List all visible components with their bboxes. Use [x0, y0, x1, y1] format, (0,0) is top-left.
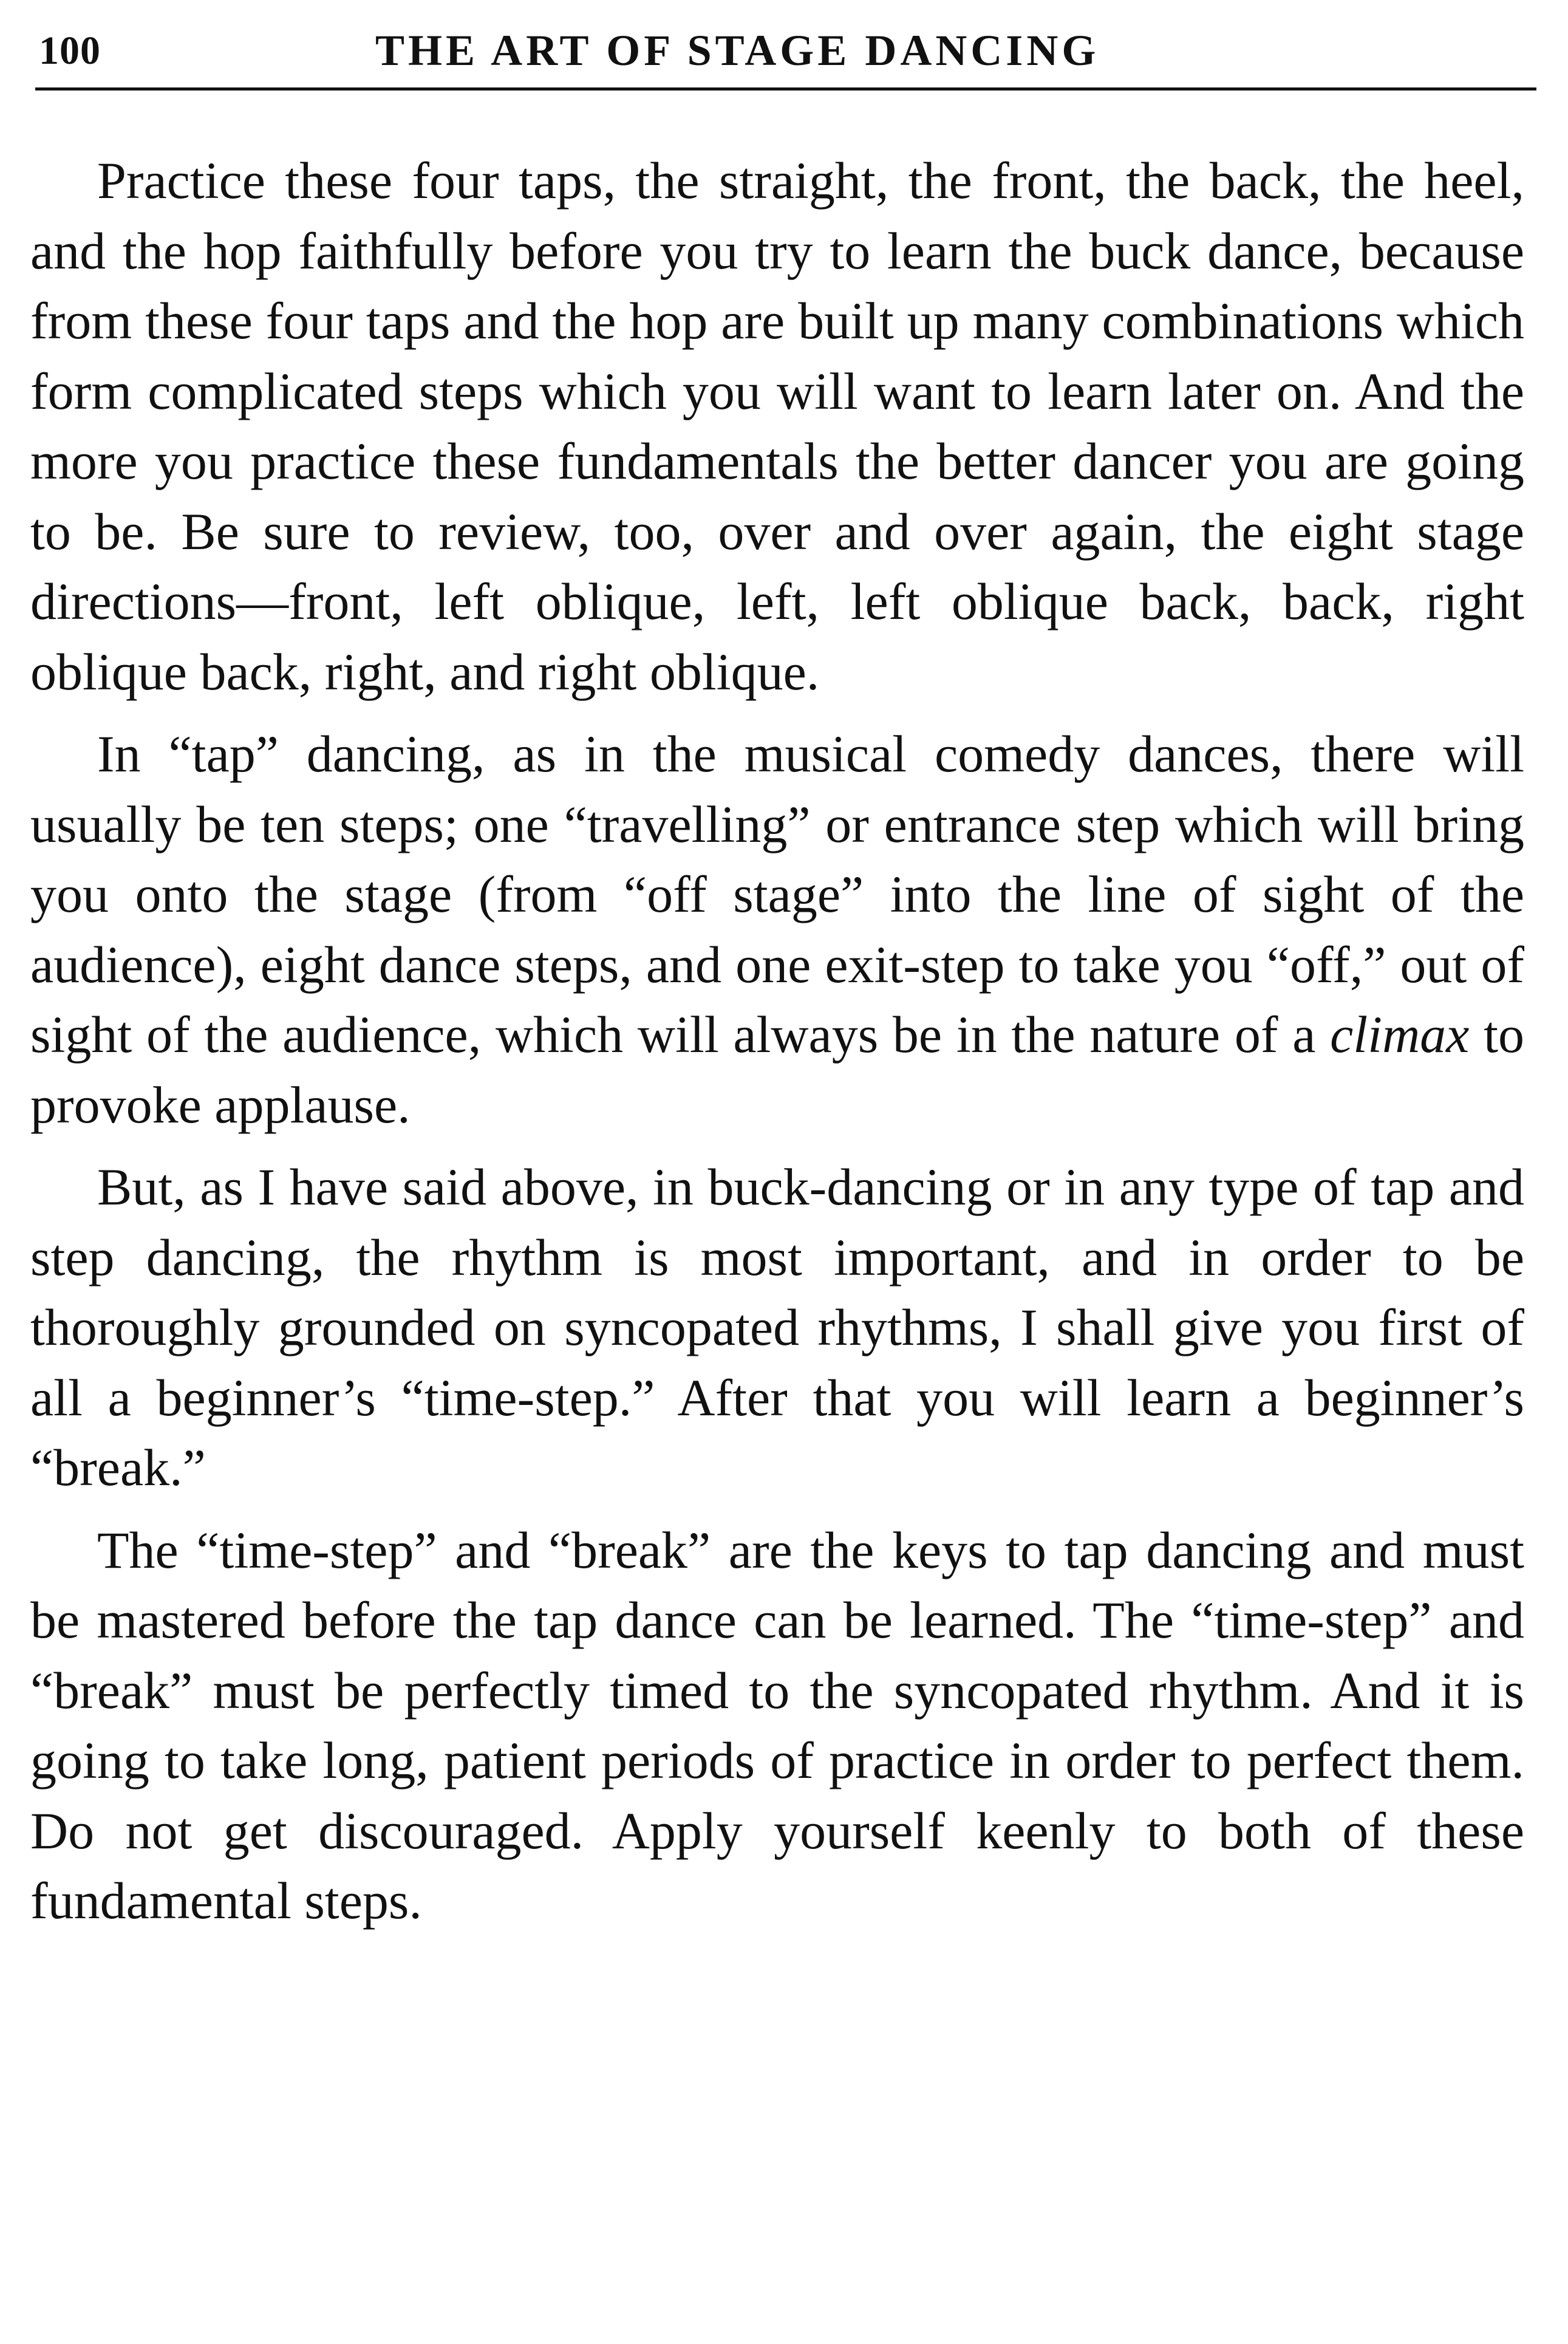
emphasized-word: climax	[1330, 1005, 1470, 1064]
paragraph-time-step-break: The “time-step” and “break” are the keys to tap dancing and must be mastered before the tap dance can be learned. The “time-step” and “break” must be perfectly timed to the syncopated rhythm. And it is going to take long, patient periods of practice in order to perfect them. Do not get discouraged. Apply yourself keenly to both of these fundamental steps.	[30, 1520, 1524, 1930]
paragraph-text: In “tap” dancing, as in the musical comedy dances, there will usually be ten steps; one “travelling” or entrance step which will bring you onto the stage (from “off stage” into the line of sight of the audience), eight dance steps, and one exit-step to take you “off,” out of sight of the audience, which will always be in the nature of a	[30, 725, 1524, 1064]
paragraph-taps-practice: Practice these four taps, the straight, the front, the back, the heel, and the hop faithfully before you try to learn the buck dance, because from these four taps and the hop are built up many combinations which form complicated steps which you will want to learn later on. And the more you practice these fundamentals the better dancer you are going to be. Be sure to review, too, over and over again, the eight stage directions—front, left oblique, left, left oblique back, back, right oblique back, right, and right oblique.	[30, 151, 1524, 701]
running-title: THE ART OF STAGE DANCING	[375, 26, 1100, 75]
running-header	[35, 19, 1536, 91]
paragraph-rhythm: But, as I have said above, in buck-dancing or in any type of tap and step dancing, the rhythm is most important, and in order to be thoroughly grounded on syncopated rhythms, I shall give you first of all a beginner’s “time-step.” After that you will learn a beginner’s “break.”	[30, 1158, 1524, 1497]
body-text	[30, 146, 1524, 1936]
paragraph-tail: to provoke applause.	[30, 1005, 1524, 1134]
paragraph-tap-dancing-steps	[30, 719, 1524, 1140]
page-number: 100	[39, 29, 101, 73]
